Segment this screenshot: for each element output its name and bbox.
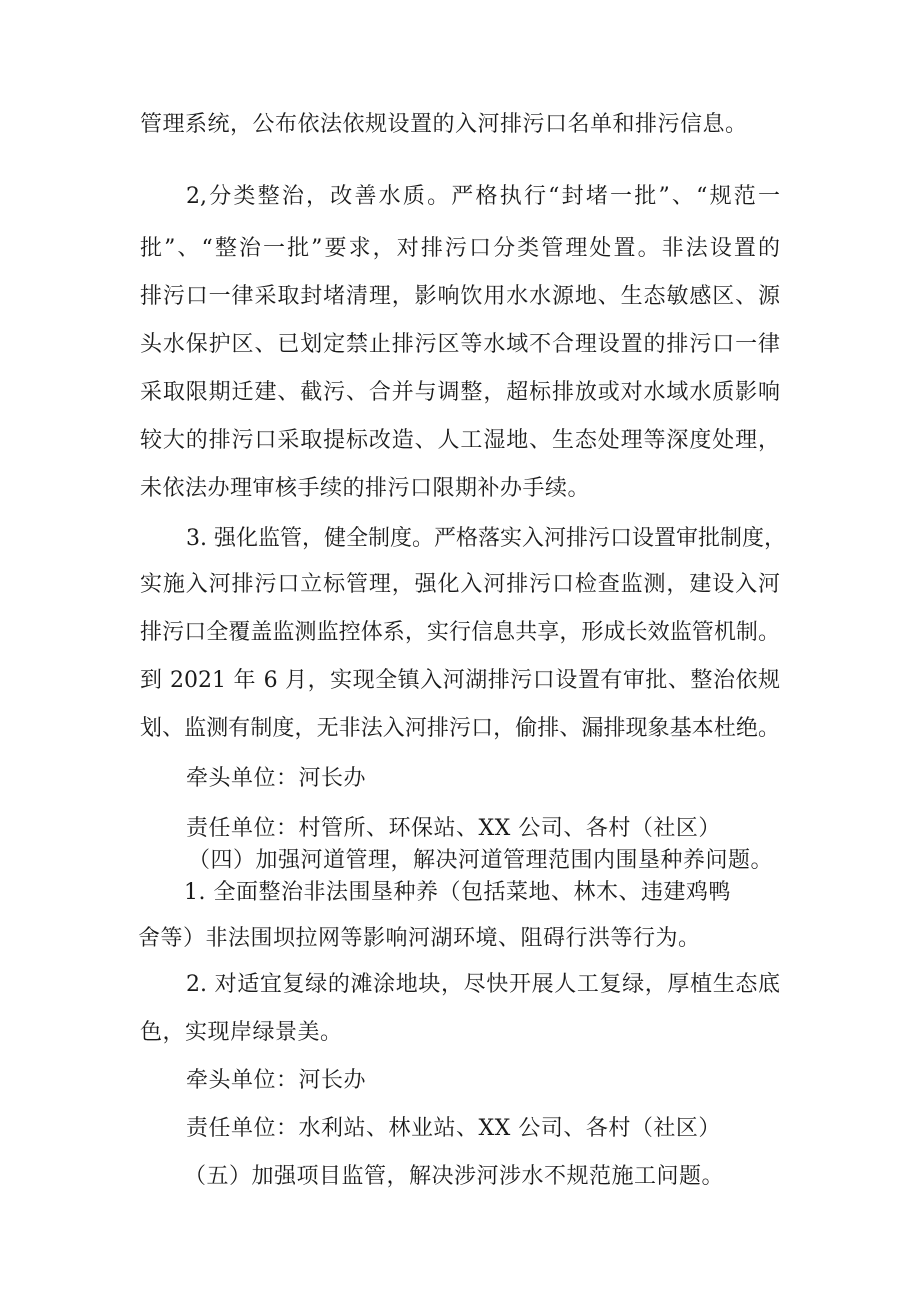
text-line: 排污口全覆盖监测监控体系，实行信息共享，形成长效监管机制。 bbox=[140, 620, 780, 645]
text-line: 1. 全面整治非法围垦种养（包括菜地、林木、违建鸡鸭 bbox=[184, 880, 731, 905]
responsible-unit-line: 责任单位：村管所、环保站、XX 公司、各村（社区） bbox=[186, 816, 721, 841]
lead-unit-line: 牵头单位：河长办 bbox=[186, 1068, 367, 1093]
text-line: 3. 强化监管，健全制度。严格落实入河排污口设置审批制度， bbox=[186, 526, 786, 551]
text-line: 头水保护区、已划定禁止排污区等水域不合理设置的排污口一律 bbox=[140, 332, 780, 357]
text-line: 2,分类整治，改善水质。严格执行“封堵一批”、“规范一 bbox=[186, 184, 780, 209]
text-line: 色，实现岸绿景美。 bbox=[140, 1020, 343, 1045]
text-line: 2. 对适宜复绿的滩涂地块，尽快开展人工复绿，厚植生态底 bbox=[186, 972, 780, 997]
text-line: 划、监测有制度，无非法入河排污口，偷排、漏排现象基本杜绝。 bbox=[140, 716, 780, 741]
lead-unit-line: 牵头单位：河长办 bbox=[186, 766, 367, 791]
text-line: 管理系统，公布依法依规设置的入河排污口名单和排污信息。 bbox=[140, 112, 748, 137]
text-line: 排污口一律采取封堵清理，影响饮用水水源地、生态敏感区、源 bbox=[140, 284, 780, 309]
text-line: 舍等）非法围坝拉网等影响河湖环境、阻碍行洪等行为。 bbox=[138, 926, 701, 951]
text-line: 批”、“整治一批”要求，对排污口分类管理处置。非法设置的 bbox=[140, 236, 780, 261]
text-line: 实施入河排污口立标管理，强化入河排污口检查监测，建设入河 bbox=[140, 572, 780, 597]
text-line: 采取限期迁建、截污、合并与调整，超标排放或对水域水质影响 bbox=[140, 380, 780, 405]
text-line: 较大的排污口采取提标改造、人工湿地、生态处理等深度处理， bbox=[140, 428, 780, 453]
section-heading: （四）加强河道管理，解决河道管理范围内围垦种养问题。 bbox=[188, 848, 774, 873]
text-line: 到 2021 年 6 月，实现全镇入河湖排污口设置有审批、整治依规 bbox=[140, 668, 780, 693]
responsible-unit-line: 责任单位：水利站、林业站、XX 公司、各村（社区） bbox=[186, 1116, 721, 1141]
text-line: 未依法办理审核手续的排污口限期补办手续。 bbox=[140, 476, 591, 501]
section-heading: （五）加强项目监管，解决涉河涉水不规范施工问题。 bbox=[184, 1164, 725, 1189]
